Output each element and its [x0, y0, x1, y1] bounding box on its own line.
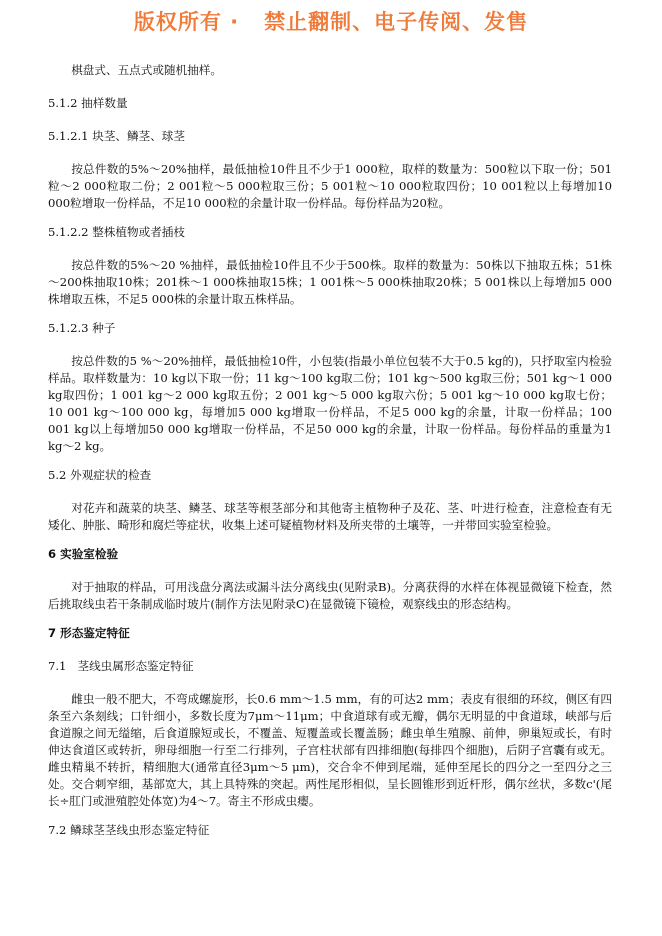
- heading-5-2: 5.2 外观症状的检查: [48, 468, 152, 482]
- heading-5-1-2-3: 5.1.2.3 种子: [48, 321, 116, 335]
- paragraph-5-1-2-2: 按总件数的5%～20 %抽样，最低抽检10件且不少于500株。取样的数量为：50株以下抽取五株；51株～200株抽取10株；201株～1 000株抽取15株；1 001株～5 000株抽取20株；5 001株以上每增加5 000株增取五株，不足5 000株的余量计取五株样品。: [48, 258, 612, 306]
- paragraph-5-1-2-1: 按总件数的5%～20%抽样，最低抽检10件且不少于1 000粒，取样的数量为：500粒以下取一份；501粒～2 000粒取二份；2 001粒～5 000粒取三份；5 001粒～10 000粒取四份；10 001粒以上每增加10 000粒增取一份样品，不足10 000粒的余量计取一份样品。每份样品为20粒。: [48, 162, 612, 210]
- heading-5-1-2: 5.1.2 抽样数量: [48, 96, 128, 110]
- heading-6: 6 实验室检验: [48, 547, 119, 561]
- watermark-banner: 版权所有 · 禁止翻制、电子传阅、发售: [133, 10, 529, 34]
- heading-7-2: 7.2 鳞球茎茎线虫形态鉴定特征: [48, 823, 210, 837]
- heading-7: 7 形态鉴定特征: [48, 626, 130, 640]
- paragraph-6: 对于抽取的样品，可用浅盘分离法或漏斗法分离线虫(见附录B)。分离获得的水样在体视显微镜下检查，然后挑取线虫若干条制成临时玻片(制作方法见附录C)在显微镜下镜检，观察线虫的形态结构。: [48, 580, 612, 611]
- heading-5-1-2-2: 5.1.2.2 整株植物或者插枝: [48, 225, 185, 239]
- paragraph-5-1-2-3: 按总件数的5 %～20%抽样，最低抽检10件，小包装(指最小单位包装不大于0.5 kg的)，只抒取室内检验样品。取样数量为：10 kg以下取一份；11 kg～100 kg取二份；101 kg～500 kg取三份；501 kg～1 000 kg取四份；1 001 kg～2 000 kg取五份；2 001 kg～5 000 kg取六份；5 001 kg～10 000 kg取七份；10 001 kg～100 000 kg，每增加5 000 kg增取一份样品，不足5 000 kg的余量，计取一份样品；100 001 kg以上每增加50 000 kg增取一份样品，不足50 000 kg的余量，计取一份样品。每份样品的重量为1 kg～2 kg。: [48, 354, 612, 453]
- heading-7-1: 7.1 茎线虫属形态鉴定特征: [48, 659, 194, 673]
- paragraph-5-2: 对花卉和蔬菜的块茎、鳞茎、球茎等根茎部分和其他寄主植物种子及花、茎、叶进行检查，注意检查有无矮化、肿胀、畸形和腐烂等症状，收集上述可疑植物材料及所夹带的土壤等，一并带回实验室检验。: [48, 501, 612, 532]
- continuation-text: 棋盘式、五点式或随机抽样。: [71, 63, 222, 77]
- heading-5-1-2-1: 5.1.2.1 块茎、鳞茎、球茎: [48, 129, 185, 143]
- document-body: [48, 62, 612, 855]
- paragraph-7-1: 雌虫一般不肥大，不弯成螺旋形，长0.6 mm～1.5 mm，有的可达2 mm；表皮有很细的环纹，侧区有四条至六条刻线；口针细小，多数长度为7μm～11μm；中食道球有或无瓣，偶尔无明显的中食道球，峡部与后食道腺之间无缢缩，后食道腺短或长，不覆盖、短覆盖或长覆盖肠；雌虫单生殖腺、前伸，卵巢短或长，有时伸达食道区或转折，卵母细胞一行至二行排列，子宫柱状部有四排细胞(每排四个细胞)，后阴子宫囊有或无。雌虫精巢不转折，精细胞大(通常直径3μm～5 μm)，交合伞不伸到尾端，延伸至尾长的四分之一至四分之三处。交合刺窄细，基部宽大，其上具特殊的突起。两性尾形相似，呈长圆锥形到近杆形，偶尔丝状，多数c'(尾长÷肛门或泄殖腔处体宽)为4～7。寄主不形成虫瘿。: [48, 692, 612, 808]
